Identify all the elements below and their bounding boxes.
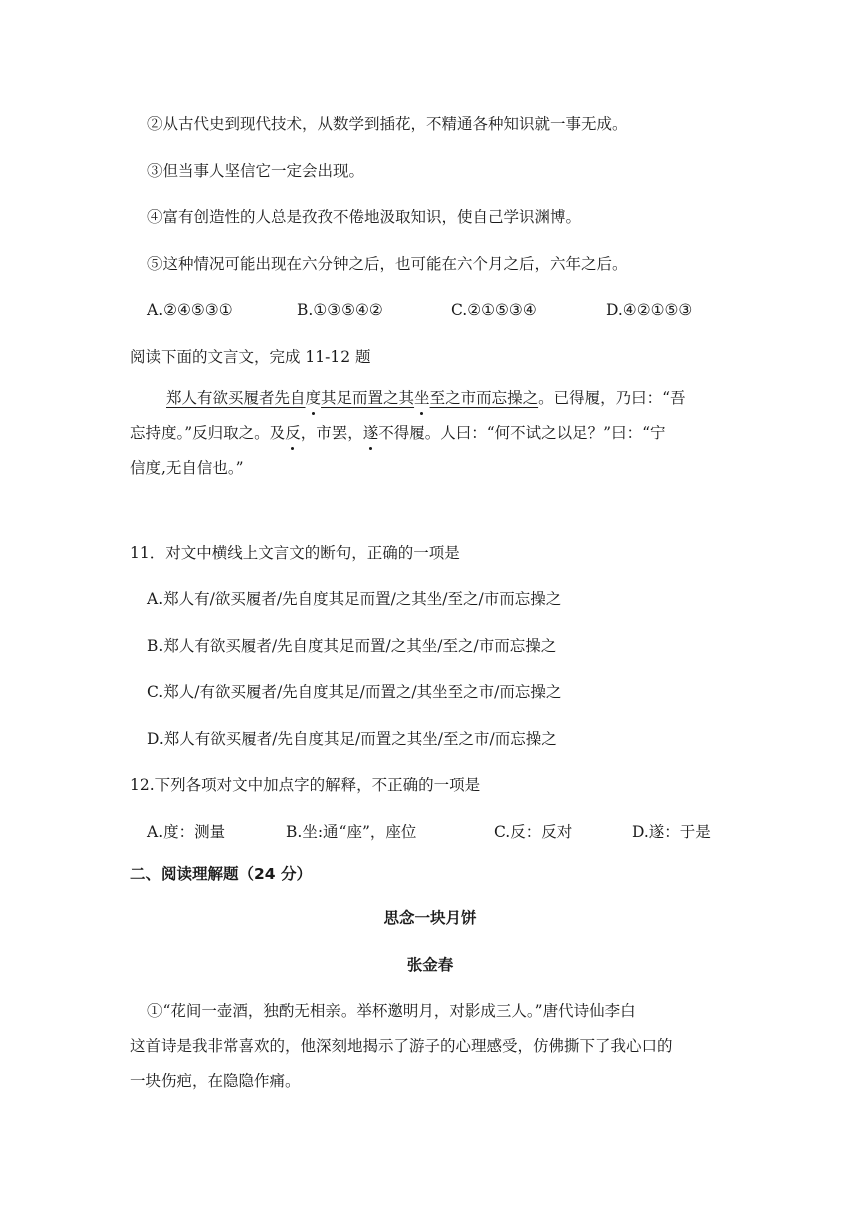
- dotted-char-sui: 遂: [363, 421, 379, 445]
- article-author: 张金春: [406, 956, 454, 974]
- dotted-char-du: 度: [306, 386, 322, 410]
- underlined-sentence: 郑人有欲买履者先自度其足而置之其坐至之市而忘操之: [166, 389, 538, 407]
- article-p1-line-3: 一块伤疤，在隐隐作痛。: [130, 1072, 301, 1090]
- q11-option-c: C.郑人/有欲买履者/先自度其足/而置之/其坐至之市/而忘操之: [147, 683, 562, 701]
- q12-option-a: A.度：测量: [147, 823, 226, 841]
- article-p1-line-2: 这首诗是我非常喜欢的，他深刻地揭示了游子的心理感受，仿佛撕下了我心口的: [130, 1037, 673, 1055]
- sentence-2: ②从古代史到现代技术，从数学到插花，不精通各种知识就一事无成。: [147, 115, 628, 133]
- section-heading: 二、阅读理解题（24 分）: [130, 865, 312, 883]
- passage-line-1: 郑人有欲买履者先自度其足而置之其坐至之市而忘操之。已得履，乃曰：“吾: [166, 386, 686, 410]
- q12-stem: 12.下列各项对文中加点字的解释，不正确的一项是: [130, 776, 481, 794]
- article-p1-line-1: ①“花间一壶酒，独酌无相亲。举杯邀明月，对影成三人。”唐代诗仙李白: [147, 1002, 636, 1020]
- q11-option-b: B.郑人有欲买履者/先自度其足而置/之其坐/至之/市而忘操之: [147, 637, 557, 655]
- q12-option-d: D.遂：于是: [632, 823, 711, 841]
- q10-option-b: B.①③⑤④②: [297, 301, 383, 319]
- q12-option-b: B.坐:通“座”，座位: [286, 823, 417, 841]
- sentence-4: ④富有创造性的人总是孜孜不倦地汲取知识，使自己学识渊博。: [147, 208, 582, 226]
- q10-option-d: D.④②①⑤③: [606, 301, 693, 319]
- dotted-char-fan: 反: [285, 421, 301, 445]
- passage-line-2: 忘持度。”反归取之。及反，市罢，遂不得履。人曰：“何不试之以足？”曰：“宁: [130, 421, 666, 445]
- q10-option-c: C.②①⑤③④: [451, 301, 537, 319]
- q10-option-a: A.②④⑤③①: [147, 301, 233, 319]
- classical-intro: 阅读下面的文言文，完成 11-12 题: [130, 348, 371, 366]
- dotted-char-zuo: 坐: [414, 386, 430, 410]
- q11-stem: 11．对文中横线上文言文的断句，正确的一项是: [130, 544, 460, 562]
- sentence-5: ⑤这种情况可能出现在六分钟之后，也可能在六个月之后，六年之后。: [147, 255, 628, 273]
- passage-line-3: 信度,无自信也。”: [130, 459, 244, 477]
- q12-option-c: C.反：反对: [494, 823, 573, 841]
- q11-option-a: A.郑人有/欲买履者/先自度其足而置/之其坐/至之/市而忘操之: [147, 590, 562, 608]
- sentence-3: ③但当事人坚信它一定会出现。: [147, 162, 365, 180]
- q11-option-d: D.郑人有欲买履者/先自度其足/而置之其坐/至之市/而忘操之: [147, 730, 557, 748]
- article-title: 思念一块月饼: [383, 909, 477, 927]
